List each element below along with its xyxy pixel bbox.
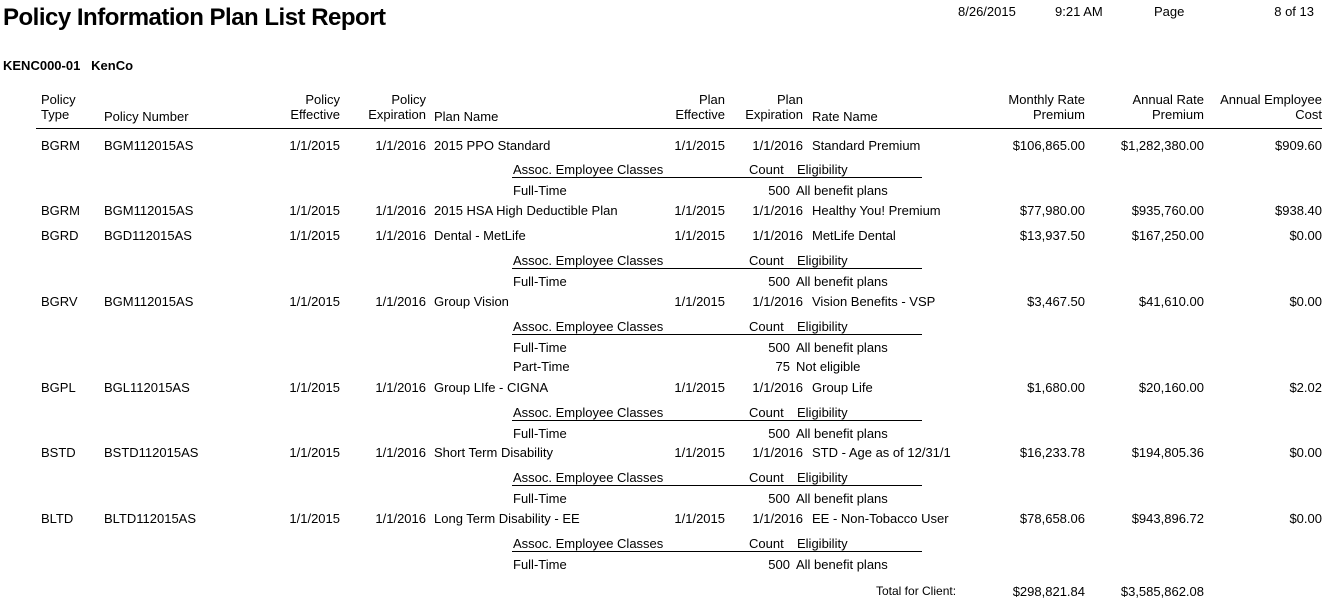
policy-number: BLTD112015AS	[104, 511, 197, 526]
class-count: 500	[768, 557, 790, 572]
class-header-count: Count	[749, 536, 784, 551]
plan-expiration: 1/1/2016	[752, 228, 803, 243]
total-annual: $3,585,862.08	[1120, 584, 1204, 599]
plan-effective: 1/1/2015	[674, 138, 725, 153]
class-header-eligibility: Eligibility	[797, 319, 848, 334]
annual-employee-cost: $2.02	[1289, 380, 1322, 395]
rate-name: EE - Non-Tobacco User	[812, 511, 949, 526]
policy-effective: 1/1/2015	[289, 511, 340, 526]
class-name: Full-Time	[513, 426, 567, 441]
class-header-classes: Assoc. Employee Classes	[513, 253, 664, 268]
class-row	[0, 426, 1326, 442]
rate-name: Group Life	[812, 380, 873, 395]
class-eligibility: All benefit plans	[796, 557, 888, 572]
class-header-count: Count	[749, 162, 784, 177]
table-row	[0, 294, 1326, 310]
annual-rate-premium: $194,805.36	[1131, 445, 1204, 460]
header-divider	[36, 128, 1322, 129]
policy-expiration: 1/1/2016	[375, 228, 426, 243]
col-policy-effective: Policy Effective	[290, 92, 340, 122]
col-policy-expiration: Policy Expiration	[368, 92, 426, 122]
table-row	[0, 380, 1326, 396]
policy-type: BGRM	[41, 203, 80, 218]
class-header-divider	[512, 268, 922, 269]
class-eligibility: All benefit plans	[796, 426, 888, 441]
plan-expiration: 1/1/2016	[752, 138, 803, 153]
plan-expiration: 1/1/2016	[752, 380, 803, 395]
class-eligibility: All benefit plans	[796, 183, 888, 198]
class-row	[0, 491, 1326, 507]
monthly-rate-premium: $78,658.06	[1019, 511, 1085, 526]
class-name: Full-Time	[513, 491, 567, 506]
policy-effective: 1/1/2015	[289, 228, 340, 243]
class-eligibility: All benefit plans	[796, 274, 888, 289]
class-row	[0, 183, 1326, 199]
monthly-rate-premium: $13,937.50	[1019, 228, 1085, 243]
class-header-divider	[512, 485, 922, 486]
class-header-row	[0, 253, 1326, 269]
class-header-row	[0, 319, 1326, 335]
class-count: 500	[768, 274, 790, 289]
policy-number: BSTD112015AS	[104, 445, 199, 460]
plan-expiration: 1/1/2016	[752, 203, 803, 218]
plan-name: Short Term Disability	[434, 445, 553, 460]
class-row	[0, 274, 1326, 290]
annual-employee-cost: $938.40	[1275, 203, 1322, 218]
plan-effective: 1/1/2015	[674, 380, 725, 395]
class-count: 500	[768, 340, 790, 355]
class-header-count: Count	[749, 405, 784, 420]
class-header-classes: Assoc. Employee Classes	[513, 405, 664, 420]
client-heading	[3, 58, 133, 73]
plan-effective: 1/1/2015	[674, 294, 725, 309]
monthly-rate-premium: $106,865.00	[1012, 138, 1085, 153]
plan-name: Long Term Disability - EE	[434, 511, 580, 526]
policy-number: BGM112015AS	[104, 138, 194, 153]
table-row	[0, 511, 1326, 527]
annual-rate-premium: $167,250.00	[1131, 228, 1204, 243]
class-header-row	[0, 405, 1326, 421]
class-header-classes: Assoc. Employee Classes	[513, 470, 664, 485]
page-number: 8 of 13	[1274, 4, 1314, 19]
class-header-eligibility: Eligibility	[797, 405, 848, 420]
class-count: 500	[768, 426, 790, 441]
policy-type: BSTD	[41, 445, 76, 460]
policy-number: BGM112015AS	[104, 294, 194, 309]
policy-number: BGL112015AS	[104, 380, 190, 395]
class-header-row	[0, 470, 1326, 486]
plan-name: 2015 HSA High Deductible Plan	[434, 203, 618, 218]
rate-name: MetLife Dental	[812, 228, 896, 243]
class-row	[0, 340, 1326, 356]
class-count: 500	[768, 183, 790, 198]
policy-type: BGRD	[41, 228, 79, 243]
client-name: KenCo	[91, 58, 134, 73]
client-code: KENC000-01	[3, 58, 81, 73]
policy-effective: 1/1/2015	[289, 445, 340, 460]
table-row	[0, 203, 1326, 219]
policy-type: BGRV	[41, 294, 78, 309]
class-header-eligibility: Eligibility	[797, 536, 848, 551]
class-eligibility: All benefit plans	[796, 491, 888, 506]
policy-effective: 1/1/2015	[289, 294, 340, 309]
plan-name: Group LIfe - CIGNA	[434, 380, 549, 395]
report-title: Policy Information Plan List Report	[3, 4, 386, 31]
class-header-eligibility: Eligibility	[797, 470, 848, 485]
annual-employee-cost: $909.60	[1275, 138, 1322, 153]
col-annual-rate: Annual Rate Premium	[1132, 92, 1204, 122]
class-header-eligibility: Eligibility	[797, 162, 848, 177]
rate-name: STD - Age as of 12/31/1	[812, 445, 951, 460]
policy-effective: 1/1/2015	[289, 138, 340, 153]
monthly-rate-premium: $3,467.50	[1027, 294, 1085, 309]
page-label: Page	[1154, 4, 1185, 19]
annual-employee-cost: $0.00	[1289, 511, 1322, 526]
col-plan-expiration: Plan Expiration	[745, 92, 803, 122]
class-header-classes: Assoc. Employee Classes	[513, 162, 664, 177]
policy-effective: 1/1/2015	[289, 203, 340, 218]
class-row	[0, 359, 1326, 375]
col-plan-effective: Plan Effective	[675, 92, 725, 122]
annual-employee-cost: $0.00	[1289, 445, 1322, 460]
class-header-eligibility: Eligibility	[797, 253, 848, 268]
monthly-rate-premium: $16,233.78	[1019, 445, 1085, 460]
plan-effective: 1/1/2015	[674, 445, 725, 460]
plan-effective: 1/1/2015	[674, 511, 725, 526]
policy-number: BGD112015AS	[104, 228, 192, 243]
class-header-divider	[512, 177, 922, 178]
policy-expiration: 1/1/2016	[375, 294, 426, 309]
class-eligibility: All benefit plans	[796, 340, 888, 355]
class-header-classes: Assoc. Employee Classes	[513, 536, 664, 551]
class-header-divider	[512, 420, 922, 421]
class-eligibility: Not eligible	[796, 359, 861, 374]
class-row	[0, 557, 1326, 573]
plan-name: Dental - MetLife	[434, 228, 526, 243]
total-label: Total for Client:	[876, 584, 957, 598]
class-name: Full-Time	[513, 340, 567, 355]
rate-name: Vision Benefits - VSP	[812, 294, 936, 309]
class-header-classes: Assoc. Employee Classes	[513, 319, 664, 334]
policy-expiration: 1/1/2016	[375, 511, 426, 526]
table-row	[0, 228, 1326, 244]
policy-type: BGRM	[41, 138, 80, 153]
class-header-row	[0, 536, 1326, 552]
col-policy-type: Policy Type	[41, 92, 76, 122]
col-policy-number: Policy Number	[104, 109, 189, 124]
annual-rate-premium: $20,160.00	[1138, 380, 1204, 395]
table-row	[0, 445, 1326, 461]
policy-expiration: 1/1/2016	[375, 203, 426, 218]
col-annual-employee-cost: Annual Employee Cost	[1220, 92, 1322, 122]
monthly-rate-premium: $1,680.00	[1027, 380, 1085, 395]
policy-expiration: 1/1/2016	[375, 380, 426, 395]
policy-type: BGPL	[41, 380, 76, 395]
class-name: Full-Time	[513, 557, 567, 572]
col-monthly-rate: Monthly Rate Premium	[1008, 92, 1085, 122]
annual-rate-premium: $1,282,380.00	[1120, 138, 1204, 153]
class-header-count: Count	[749, 319, 784, 334]
plan-expiration: 1/1/2016	[752, 511, 803, 526]
plan-expiration: 1/1/2016	[752, 445, 803, 460]
plan-expiration: 1/1/2016	[752, 294, 803, 309]
policy-type: BLTD	[41, 511, 74, 526]
report-date: 8/26/2015	[958, 4, 1016, 19]
annual-rate-premium: $41,610.00	[1138, 294, 1204, 309]
policy-expiration: 1/1/2016	[375, 445, 426, 460]
annual-rate-premium: $935,760.00	[1131, 203, 1204, 218]
plan-name: 2015 PPO Standard	[434, 138, 551, 153]
col-rate-name: Rate Name	[812, 109, 878, 124]
col-plan-name: Plan Name	[434, 109, 499, 124]
total-monthly: $298,821.84	[1012, 584, 1085, 599]
monthly-rate-premium: $77,980.00	[1019, 203, 1085, 218]
table-row	[0, 138, 1326, 154]
plan-name: Group Vision	[434, 294, 509, 309]
class-header-divider	[512, 551, 922, 552]
annual-rate-premium: $943,896.72	[1131, 511, 1204, 526]
class-name: Full-Time	[513, 183, 567, 198]
plan-effective: 1/1/2015	[674, 203, 725, 218]
annual-employee-cost: $0.00	[1289, 228, 1322, 243]
class-name: Full-Time	[513, 274, 567, 289]
rate-name: Standard Premium	[812, 138, 921, 153]
rate-name: Healthy You! Premium	[812, 203, 941, 218]
class-header-count: Count	[749, 253, 784, 268]
policy-effective: 1/1/2015	[289, 380, 340, 395]
annual-employee-cost: $0.00	[1289, 294, 1322, 309]
class-header-count: Count	[749, 470, 784, 485]
policy-expiration: 1/1/2016	[375, 138, 426, 153]
class-header-row	[0, 162, 1326, 178]
policy-number: BGM112015AS	[104, 203, 194, 218]
class-name: Part-Time	[513, 359, 570, 374]
plan-effective: 1/1/2015	[674, 228, 725, 243]
class-count: 500	[768, 491, 790, 506]
class-count: 75	[775, 359, 790, 374]
class-header-divider	[512, 334, 922, 335]
report-time: 9:21 AM	[1055, 4, 1103, 19]
